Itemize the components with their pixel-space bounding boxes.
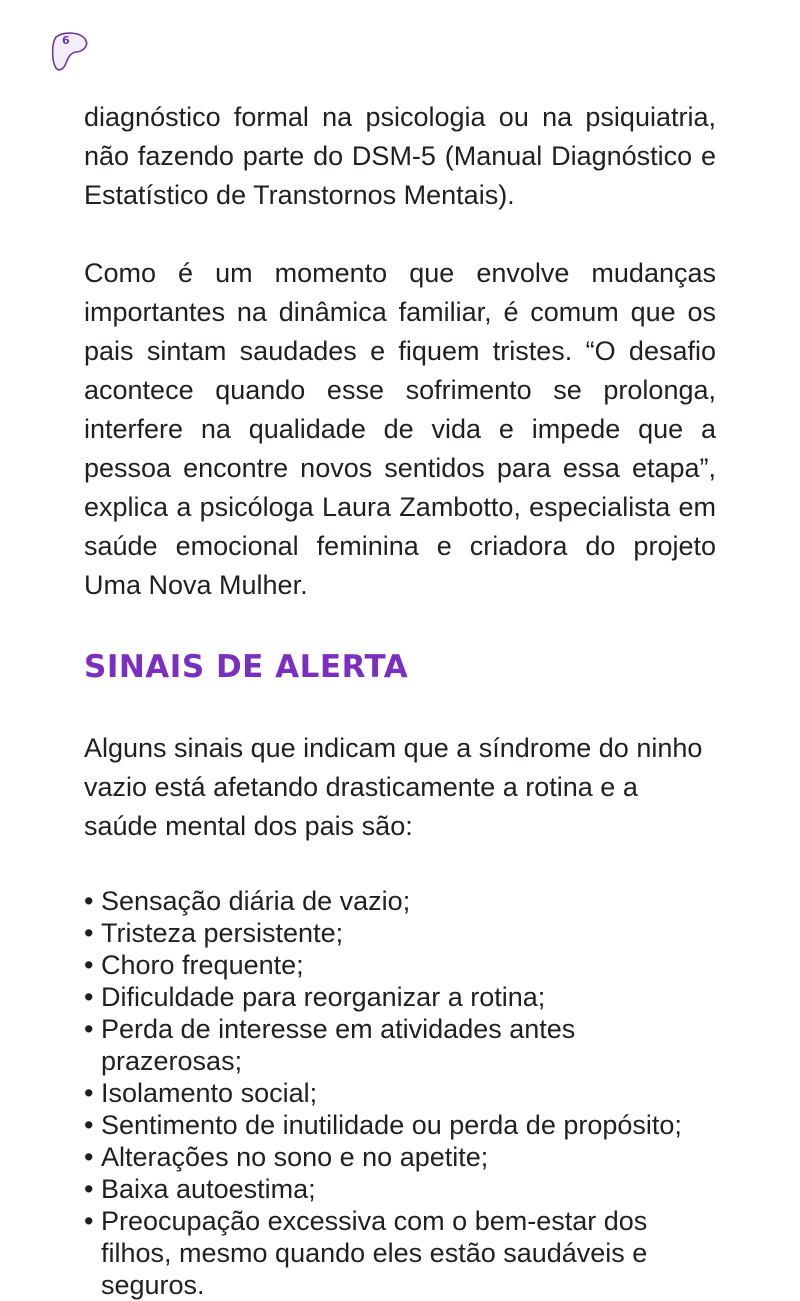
- article-body: [84, 98, 716, 1301]
- page-number: 6: [62, 34, 70, 47]
- list-item: • Isolamento social;: [84, 1077, 716, 1109]
- section-title: SINAIS DE ALERTA: [84, 649, 409, 685]
- list-item: • Sentimento de inutilidade ou perda de propósito;: [84, 1109, 716, 1141]
- list-item: • Sensação diária de vazio;: [84, 885, 716, 917]
- list-item: • Baixa autoestima;: [84, 1173, 716, 1205]
- list-item: • Tristeza persistente;: [84, 917, 716, 949]
- page-number-badge: [50, 30, 90, 74]
- page-badge-shape-icon: [50, 30, 90, 74]
- alert-signs-list: [84, 885, 716, 1301]
- list-item: • Preocupação excessiva com o bem-estar dos filhos, mesmo quando eles estão saudáveis e seguros.: [84, 1205, 716, 1301]
- list-item: • Perda de interesse em atividades antes prazerosas;: [84, 1013, 716, 1077]
- list-item: • Choro frequente;: [84, 949, 716, 981]
- paragraph-quote: Como é um momento que envolve mudanças importantes na dinâmica familiar, é comum que os pais sintam saudades e fiquem tristes. “O desafio acontece quando esse sofrimento se prolonga, interfere na qualidade de vida e impede que a pessoa encontre novos sentidos para essa etapa”, explica a psicóloga Laura Zambotto, especialista em saúde emocional feminina e criadora do projeto Uma Nova Mulher.: [84, 258, 716, 600]
- list-item: • Alterações no sono e no apetite;: [84, 1141, 716, 1173]
- section-intro: Alguns sinais que indicam que a síndrome do ninho vazio está afetando drasticamente a rotina e a saúde mental dos pais são:: [84, 733, 703, 841]
- paragraph-diagnosis: diagnóstico formal na psicologia ou na psiquiatria, não fazendo parte do DSM-5 (Manual Diagnóstico e Estatístico de Transtornos Mentais).: [84, 102, 716, 210]
- list-item: • Dificuldade para reorganizar a rotina;: [84, 981, 716, 1013]
